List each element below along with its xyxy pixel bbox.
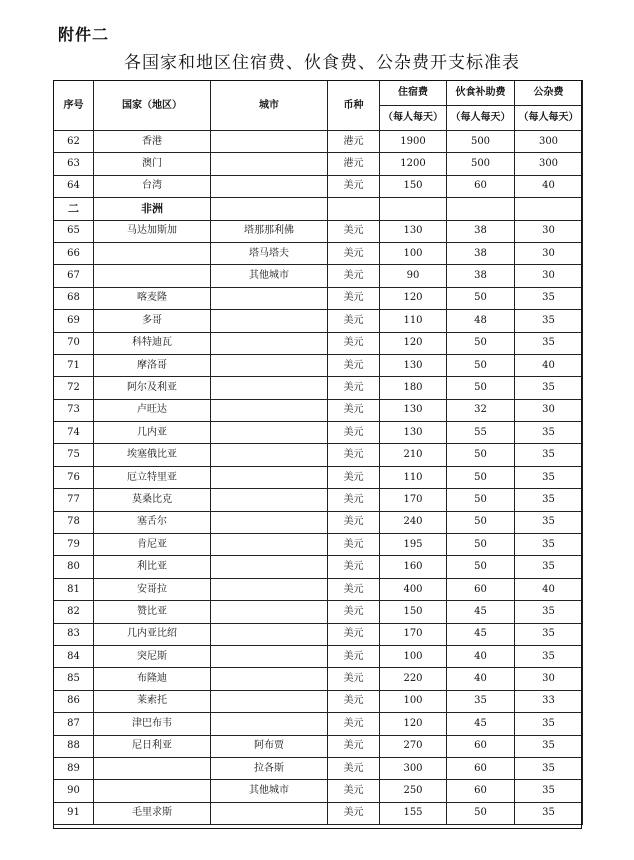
cell-country: 香港: [94, 131, 211, 153]
cell-meal: 50: [447, 489, 515, 511]
cell-currency: 美元: [328, 242, 380, 264]
table-row: [54, 623, 583, 645]
cell-country: 几内亚: [94, 422, 211, 444]
cell-country: 突尼斯: [94, 645, 211, 667]
cell-lodging: 170: [380, 623, 447, 645]
table-row: [54, 489, 583, 511]
cell-meal: 50: [447, 332, 515, 354]
cell-no: 74: [54, 422, 94, 444]
cell-meal: 38: [447, 242, 515, 264]
header-currency: 币种: [328, 81, 380, 131]
cell-no: 79: [54, 534, 94, 556]
cell-city: [211, 422, 328, 444]
cell-currency: 美元: [328, 645, 380, 667]
header-misc-unit: （每人每天）: [515, 106, 583, 131]
cell-currency: 美元: [328, 287, 380, 309]
cell-lodging: 120: [380, 332, 447, 354]
cell-currency: 美元: [328, 780, 380, 802]
cell-no: 71: [54, 354, 94, 376]
cell-meal: 60: [447, 780, 515, 802]
table-row: [54, 131, 583, 153]
cell-lodging: 400: [380, 578, 447, 600]
cell-city: 其他城市: [211, 780, 328, 802]
cell-country: 多哥: [94, 310, 211, 332]
cell-lodging: 300: [380, 757, 447, 779]
cell-city: [211, 399, 328, 421]
cell-misc: 35: [515, 757, 583, 779]
cell-no: 78: [54, 511, 94, 533]
cell-misc: 35: [515, 556, 583, 578]
cell-city: [211, 332, 328, 354]
cell-lodging: 195: [380, 534, 447, 556]
cell-lodging: 100: [380, 645, 447, 667]
table-row: [54, 153, 583, 175]
table-row: [54, 422, 583, 444]
cell-city: [211, 354, 328, 376]
cell-misc: 35: [515, 332, 583, 354]
cell-meal: 500: [447, 153, 515, 175]
cell-country: 喀麦隆: [94, 287, 211, 309]
cell-city: 阿布贾: [211, 735, 328, 757]
cell-lodging: 130: [380, 354, 447, 376]
cell-meal: 45: [447, 623, 515, 645]
cell-meal: 38: [447, 220, 515, 242]
cell-city: [211, 645, 328, 667]
cell-currency: 美元: [328, 310, 380, 332]
cell-country: 布隆迪: [94, 668, 211, 690]
cell-currency: 美元: [328, 377, 380, 399]
cell-currency: 美元: [328, 578, 380, 600]
cell-currency: 美元: [328, 332, 380, 354]
cell-no: 68: [54, 287, 94, 309]
cell-lodging: 250: [380, 780, 447, 802]
cell-city: 其他城市: [211, 265, 328, 287]
table-row: [54, 310, 583, 332]
cell-misc: 35: [515, 444, 583, 466]
cell-meal: 50: [447, 287, 515, 309]
table-row: [54, 265, 583, 287]
cell-city: [211, 534, 328, 556]
cell-country: 莱索托: [94, 690, 211, 712]
cell-no: 83: [54, 623, 94, 645]
cell-country: 塞舌尔: [94, 511, 211, 533]
cell-city: [211, 489, 328, 511]
cell-misc: 300: [515, 131, 583, 153]
cell-misc: 35: [515, 601, 583, 623]
cell-currency: 美元: [328, 444, 380, 466]
cell-no: 81: [54, 578, 94, 600]
cell-meal: 60: [447, 735, 515, 757]
cell-country: 厄立特里亚: [94, 466, 211, 488]
cell-misc: 300: [515, 153, 583, 175]
table-row: [54, 466, 583, 488]
cell-country: [94, 242, 211, 264]
cell-city: [211, 802, 328, 824]
cell-no: 82: [54, 601, 94, 623]
cell-lodging: 100: [380, 242, 447, 264]
table-row: [54, 735, 583, 757]
table-row: [54, 220, 583, 242]
cell-country: 莫桑比克: [94, 489, 211, 511]
cell-no: 77: [54, 489, 94, 511]
cell-lodging: 1900: [380, 131, 447, 153]
cell-misc: 35: [515, 713, 583, 735]
header-lodging: 住宿费: [380, 81, 447, 106]
cell-city: [211, 153, 328, 175]
cell-no: 67: [54, 265, 94, 287]
cell-misc: 30: [515, 242, 583, 264]
cell-misc: 35: [515, 802, 583, 824]
table-row: [54, 757, 583, 779]
cell-meal: 50: [447, 466, 515, 488]
cell-misc: 40: [515, 354, 583, 376]
cell-lodging: 170: [380, 489, 447, 511]
cell-meal: 40: [447, 645, 515, 667]
cell-misc: 35: [515, 534, 583, 556]
cell-country: 马达加斯加: [94, 220, 211, 242]
cell-no: 85: [54, 668, 94, 690]
table-row: [54, 175, 583, 197]
cell-city: 塔那那利佛: [211, 220, 328, 242]
cell-city: 塔马塔夫: [211, 242, 328, 264]
header-no: 序号: [54, 81, 94, 131]
cell-city: [211, 578, 328, 600]
cell-country: 肯尼亚: [94, 534, 211, 556]
cell-currency: 美元: [328, 466, 380, 488]
table-row: [54, 690, 583, 712]
cell-currency: 美元: [328, 690, 380, 712]
cell-misc: 35: [515, 735, 583, 757]
section-row: [54, 198, 583, 220]
cell-no: 76: [54, 466, 94, 488]
cell-country: 科特迪瓦: [94, 332, 211, 354]
table-row: [54, 780, 583, 802]
table-row: [54, 645, 583, 667]
cell-lodging: 240: [380, 511, 447, 533]
cell-currency: 美元: [328, 220, 380, 242]
header-misc: 公杂费: [515, 81, 583, 106]
cell-no: 84: [54, 645, 94, 667]
cell-city: [211, 466, 328, 488]
cell-misc: 30: [515, 668, 583, 690]
cell-no: 73: [54, 399, 94, 421]
table-row: [54, 578, 583, 600]
cell-city: [211, 377, 328, 399]
cell-no: 75: [54, 444, 94, 466]
cell-lodging: 120: [380, 713, 447, 735]
table-row: [54, 242, 583, 264]
cell-misc: 35: [515, 422, 583, 444]
cell-misc: 35: [515, 287, 583, 309]
cell-lodging: 90: [380, 265, 447, 287]
cell-country: [94, 780, 211, 802]
cell-currency: 美元: [328, 757, 380, 779]
cell-misc: 35: [515, 466, 583, 488]
cell-misc: 35: [515, 511, 583, 533]
cell-currency: 美元: [328, 534, 380, 556]
cell-meal: 50: [447, 444, 515, 466]
cell-lodging: 155: [380, 802, 447, 824]
cell-city: [211, 444, 328, 466]
cell-misc: 35: [515, 377, 583, 399]
cell-misc: 35: [515, 310, 583, 332]
cell-no: 80: [54, 556, 94, 578]
cell-meal: [447, 198, 515, 220]
table-row: [54, 444, 583, 466]
cell-meal: 50: [447, 556, 515, 578]
cell-misc: 35: [515, 623, 583, 645]
cell-misc: 30: [515, 265, 583, 287]
cell-lodging: 210: [380, 444, 447, 466]
cell-country: 卢旺达: [94, 399, 211, 421]
cell-currency: 港元: [328, 153, 380, 175]
cell-meal: 60: [447, 175, 515, 197]
cell-currency: 美元: [328, 422, 380, 444]
cell-currency: 美元: [328, 668, 380, 690]
table-row: [54, 802, 583, 824]
cell-city: 拉各斯: [211, 757, 328, 779]
cell-country: 非洲: [94, 198, 211, 220]
cell-city: [211, 511, 328, 533]
cell-city: [211, 198, 328, 220]
table-row: [54, 332, 583, 354]
table-row: [54, 399, 583, 421]
cell-meal: 500: [447, 131, 515, 153]
cell-no: 64: [54, 175, 94, 197]
header-meal: 伙食补助费: [447, 81, 515, 106]
cell-misc: 35: [515, 489, 583, 511]
cell-meal: 50: [447, 511, 515, 533]
cell-city: [211, 287, 328, 309]
cell-lodging: 130: [380, 220, 447, 242]
table-row: [54, 511, 583, 533]
cell-meal: 48: [447, 310, 515, 332]
cell-currency: 美元: [328, 556, 380, 578]
cell-lodging: 130: [380, 399, 447, 421]
cell-country: 尼日利亚: [94, 735, 211, 757]
cell-city: [211, 131, 328, 153]
cell-no: 90: [54, 780, 94, 802]
cell-currency: 港元: [328, 131, 380, 153]
cell-country: 澳门: [94, 153, 211, 175]
cell-no: 69: [54, 310, 94, 332]
cell-currency: 美元: [328, 175, 380, 197]
cell-no: 66: [54, 242, 94, 264]
cell-meal: 38: [447, 265, 515, 287]
cell-no: 62: [54, 131, 94, 153]
cell-misc: 30: [515, 399, 583, 421]
header-city: 城市: [211, 81, 328, 131]
table-row: [54, 354, 583, 376]
cell-misc: 40: [515, 578, 583, 600]
cell-country: [94, 265, 211, 287]
cell-country: [94, 757, 211, 779]
table-row: [54, 601, 583, 623]
cell-city: [211, 668, 328, 690]
cell-country: 台湾: [94, 175, 211, 197]
cell-country: 安哥拉: [94, 578, 211, 600]
cell-no: 72: [54, 377, 94, 399]
cell-city: [211, 175, 328, 197]
cell-country: 利比亚: [94, 556, 211, 578]
cell-currency: 美元: [328, 601, 380, 623]
cell-meal: 60: [447, 578, 515, 600]
cell-misc: 35: [515, 645, 583, 667]
cell-lodging: 100: [380, 690, 447, 712]
cell-currency: [328, 198, 380, 220]
table-row: [54, 377, 583, 399]
table-row: [54, 668, 583, 690]
cell-misc: 35: [515, 780, 583, 802]
cell-country: 毛里求斯: [94, 802, 211, 824]
cell-no: 87: [54, 713, 94, 735]
cell-lodging: [380, 198, 447, 220]
table-row: [54, 534, 583, 556]
cell-city: [211, 690, 328, 712]
cell-lodging: 160: [380, 556, 447, 578]
cell-city: [211, 623, 328, 645]
cell-lodging: 150: [380, 175, 447, 197]
cell-no: 91: [54, 802, 94, 824]
cell-no: 65: [54, 220, 94, 242]
cell-lodging: 150: [380, 601, 447, 623]
cell-misc: 30: [515, 220, 583, 242]
cell-meal: 60: [447, 757, 515, 779]
cell-lodging: 130: [380, 422, 447, 444]
cell-city: [211, 556, 328, 578]
cell-no: 70: [54, 332, 94, 354]
cell-meal: 45: [447, 601, 515, 623]
cell-currency: 美元: [328, 354, 380, 376]
cell-meal: 35: [447, 690, 515, 712]
cell-lodging: 120: [380, 287, 447, 309]
header-lodging-unit: （每人每天）: [380, 106, 447, 131]
table-row: [54, 287, 583, 309]
cell-country: 摩洛哥: [94, 354, 211, 376]
attachment-label: 附件二: [58, 25, 110, 44]
table-row: [54, 713, 583, 735]
cell-country: 赞比亚: [94, 601, 211, 623]
cell-misc: 33: [515, 690, 583, 712]
cell-lodging: 1200: [380, 153, 447, 175]
cell-currency: 美元: [328, 511, 380, 533]
cell-city: [211, 713, 328, 735]
cell-country: 埃塞俄比亚: [94, 444, 211, 466]
cell-currency: 美元: [328, 623, 380, 645]
cell-meal: 50: [447, 534, 515, 556]
cell-lodging: 180: [380, 377, 447, 399]
cell-city: [211, 601, 328, 623]
cell-meal: 40: [447, 668, 515, 690]
cell-no: 86: [54, 690, 94, 712]
cell-meal: 50: [447, 802, 515, 824]
header-country: 国家（地区）: [94, 81, 211, 131]
cell-lodging: 110: [380, 466, 447, 488]
header-meal-unit: （每人每天）: [447, 106, 515, 131]
cell-currency: 美元: [328, 735, 380, 757]
cell-meal: 45: [447, 713, 515, 735]
cell-currency: 美元: [328, 265, 380, 287]
cell-no: 二: [54, 198, 94, 220]
cell-lodging: 110: [380, 310, 447, 332]
cell-country: 阿尔及利亚: [94, 377, 211, 399]
cell-country: 津巴布韦: [94, 713, 211, 735]
cell-no: 89: [54, 757, 94, 779]
table-row: [54, 556, 583, 578]
cell-currency: 美元: [328, 399, 380, 421]
cell-country: 几内亚比绍: [94, 623, 211, 645]
cell-meal: 55: [447, 422, 515, 444]
cell-currency: 美元: [328, 489, 380, 511]
page-title: 各国家和地区住宿费、伙食费、公杂费开支标准表: [124, 53, 520, 73]
allowance-table: [53, 80, 583, 825]
cell-misc: 40: [515, 175, 583, 197]
cell-no: 88: [54, 735, 94, 757]
cell-city: [211, 310, 328, 332]
table-body: [54, 131, 583, 825]
cell-meal: 50: [447, 354, 515, 376]
cell-misc: [515, 198, 583, 220]
cell-lodging: 270: [380, 735, 447, 757]
cell-currency: 美元: [328, 802, 380, 824]
cell-meal: 32: [447, 399, 515, 421]
cell-meal: 50: [447, 377, 515, 399]
cell-no: 63: [54, 153, 94, 175]
cell-currency: 美元: [328, 713, 380, 735]
cell-lodging: 220: [380, 668, 447, 690]
